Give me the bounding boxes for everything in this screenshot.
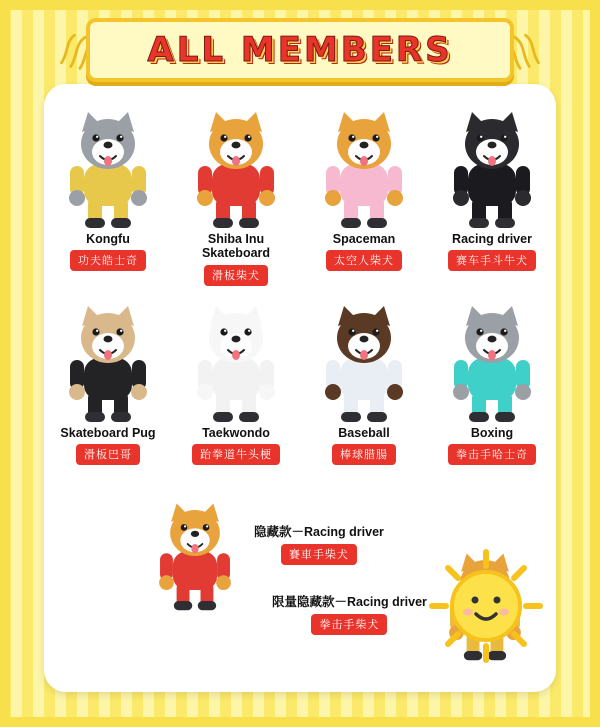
- member-figure: [53, 102, 163, 230]
- special-member-name-cn: 賽車手柴犬: [281, 544, 357, 565]
- member-name-cn: 跆拳道牛头梗: [192, 444, 280, 465]
- member-figure: [53, 296, 163, 424]
- member-card[interactable]: [300, 296, 428, 465]
- member-card[interactable]: [44, 296, 172, 465]
- special-member-figure[interactable]: [144, 494, 245, 612]
- special-figure-art: [144, 494, 245, 612]
- member-card[interactable]: [428, 102, 556, 286]
- special-member-name: 隐藏款－Racing driver: [254, 525, 384, 539]
- member-name-cn: 滑板柴犬: [204, 265, 268, 286]
- members-grid: [44, 102, 556, 465]
- special-member-label: [254, 522, 384, 565]
- member-name-cn: 拳击手哈士奇: [448, 444, 536, 465]
- dog-figure-taekwondo: [186, 300, 286, 424]
- dog-figure-spaceman: [314, 106, 414, 230]
- member-figure: [181, 296, 291, 424]
- member-card[interactable]: [300, 102, 428, 286]
- sun-decoration-icon: [426, 546, 546, 666]
- member-figure: [181, 102, 291, 230]
- member-name: Boxing: [470, 425, 514, 440]
- dog-figure-hidden-racing: [149, 498, 241, 612]
- member-name: Kongfu: [86, 232, 130, 246]
- member-card[interactable]: [172, 102, 300, 286]
- member-name-cn: 功夫皓士奇: [70, 250, 146, 271]
- special-member-name: 限量隐藏款－Racing driver: [272, 595, 427, 609]
- members-card: [44, 84, 556, 692]
- dog-figure-baseball: [314, 300, 414, 424]
- member-card[interactable]: [428, 296, 556, 465]
- member-name-cn: 滑板巴哥: [76, 444, 140, 465]
- member-figure: [309, 102, 419, 230]
- member-name: Skateboard Pug: [60, 425, 156, 440]
- member-figure: [309, 296, 419, 424]
- special-member-label: [272, 592, 427, 635]
- member-name: Taekwondo: [202, 425, 270, 440]
- member-card[interactable]: [44, 102, 172, 286]
- dog-figure-racing: [442, 106, 542, 230]
- member-name: Spaceman: [332, 232, 396, 246]
- member-figure: [437, 102, 547, 230]
- dog-figure-kongfu: [58, 106, 158, 230]
- member-card[interactable]: [172, 296, 300, 465]
- dog-figure-pug: [58, 300, 158, 424]
- member-name-cn: 棒球腊腸: [332, 444, 396, 465]
- member-name: Shiba Inu Skateboard: [201, 232, 271, 261]
- member-figure: [437, 296, 547, 424]
- dog-figure-boxing: [442, 300, 542, 424]
- member-name-cn: 赛车手斗牛犬: [448, 250, 536, 271]
- page-title-banner: [86, 18, 514, 82]
- page-title: ALL MEMBERS: [147, 30, 453, 70]
- member-name: Racing driver: [452, 232, 532, 246]
- member-name: Baseball: [338, 425, 390, 440]
- dog-figure-skateboard: [186, 106, 286, 230]
- special-member-name-cn: 拳击手柴犬: [311, 614, 387, 635]
- member-name-cn: 太空人柴犬: [326, 250, 402, 271]
